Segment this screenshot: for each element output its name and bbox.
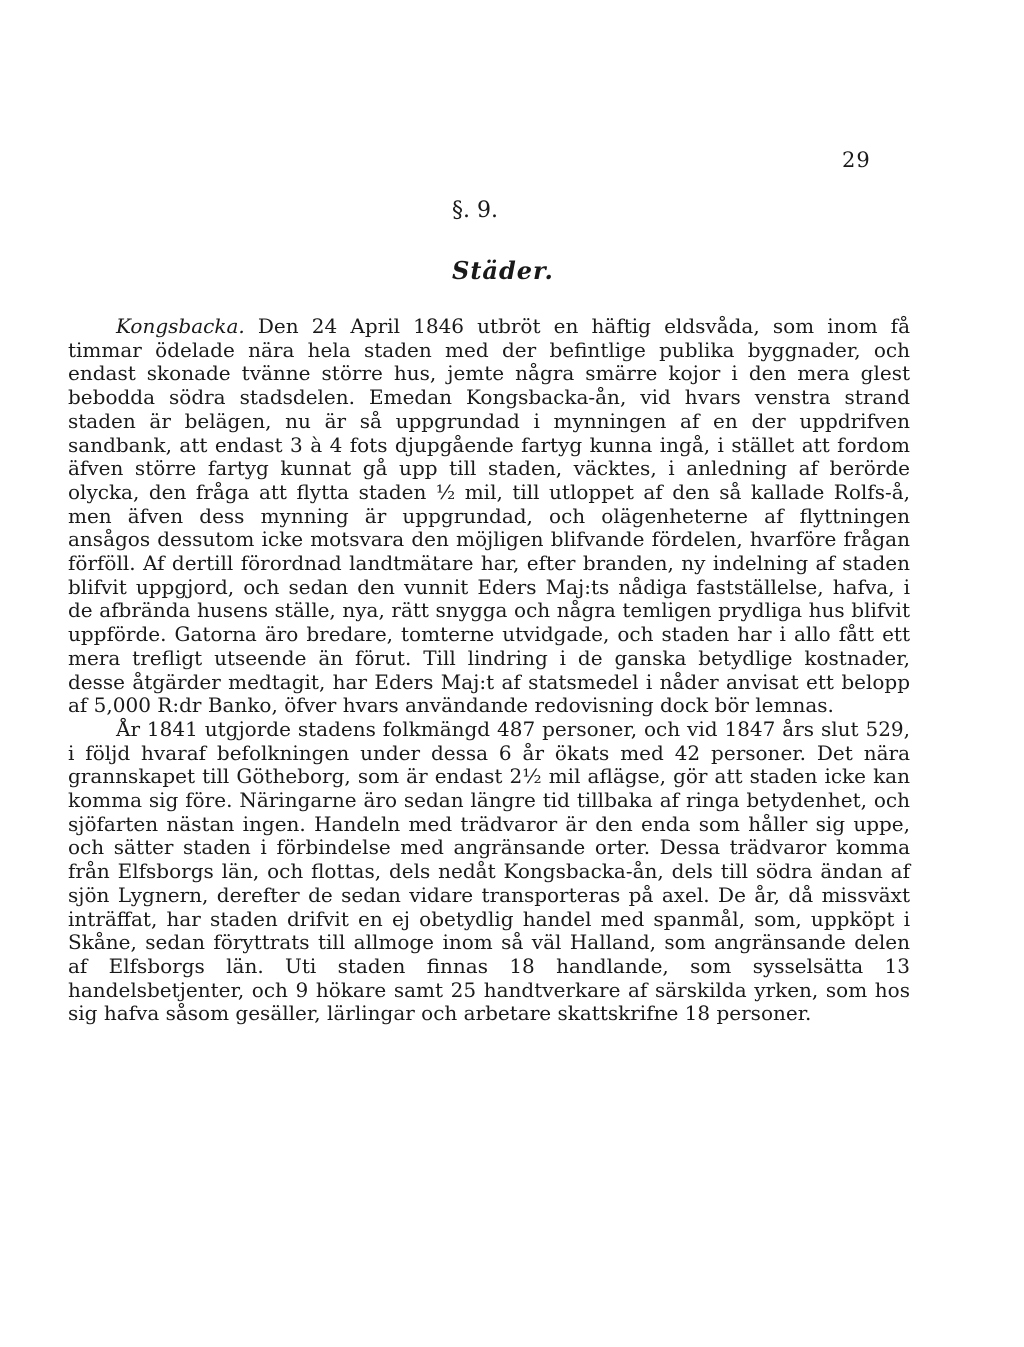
body-text [68, 315, 910, 1026]
paragraph-1-text: Den 24 April 1846 utbröt en häftig eldsvåda, som inom få timmar ödelade nära hela staden med der befintlige publika byggnader, och endast skonade tvänne större hus, jemte några smärre kojor i den mera glest bebodda södra stadsdelen. Emedan Kongsbacka-ån, vid hvars venstra strand staden är belägen, nu är så uppgrundad i mynningen af en der uppdrifven sandbank, att endast 3 à 4 fots djupgående fartyg kunna ingå, i stället att fordom äfven större fartyg kunnat gå upp till staden, väcktes, i anledning af berörde olycka, den fråga att flytta staden ½ mil, till utloppet af den så kallade Rolfs-å, men äfven dess mynning är uppgrundad, och olägenheterne af flyttningen ansågos dessutom icke motsvara den möjligen blifvande fördelen, hvarföre frågan förföll. Af dertill förordnad landtmätare har, efter branden, ny indelning af staden blifvit uppgjord, och sedan den vunnit Eders Maj:ts nådiga fastställelse, hafva, i de afbrända husens ställe, nya, rätt snygga och några temligen prydliga hus blifvit uppförde. Gatorna äro bredare, tomterne utvidgade, och staden har i allo fått ett mera trefligt utseende än förut. Till lindring i de ganska betydlige kostnader, desse åtgärder medtagit, har Eders Maj:t af statsmedel i nåder anvisat ett belopp af 5,000 R:dr Banko, öfver hvars användande redovisning dock bör lemnas. [68, 314, 911, 718]
section-number: §. 9. [452, 198, 498, 223]
place-name: Kongsbacka. [116, 314, 245, 338]
section-title: Städer. [452, 256, 554, 285]
paragraph-2 [68, 718, 910, 1026]
paragraph-1 [68, 315, 910, 718]
page-number: 29 [842, 148, 871, 172]
paragraph-2-text: År 1841 utgjorde stadens folkmängd 487 personer, och vid 1847 års slut 529, i följd hvaraf befolkningen under dessa 6 år ökats med 42 personer. Det nära grannskapet till Götheborg, som är endast 2½ mil aflägse, gör att staden icke kan komma sig före. Näringarne äro sedan längre tid tillbaka af ringa betydenhet, och sjöfarten nästan ingen. Handeln med trädvaror är den enda som håller sig uppe, och sätter staden i förbindelse med angränsande orter. Dessa trädvaror komma från Elfsborgs län, och flottas, dels nedåt Kongsbacka-ån, dels till södra ändan af sjön Lygnern, derefter de sedan vidare transporteras på axel. De år, då missväxt inträffat, har staden drifvit en ej obetydlig handel med spanmål, som, uppköpt i Skåne, sedan föryttrats till allmoge inom så väl Halland, som angränsande delen af Elfsborgs län. Uti staden finnas 18 handlande, som sysselsätta 13 handelsbetjenter, och 9 hökare samt 25 handtverkare af särskilda yrken, som hos sig hafva såsom gesäller, lärlingar och arbetare skattskrifne 18 personer. [68, 716, 910, 1026]
